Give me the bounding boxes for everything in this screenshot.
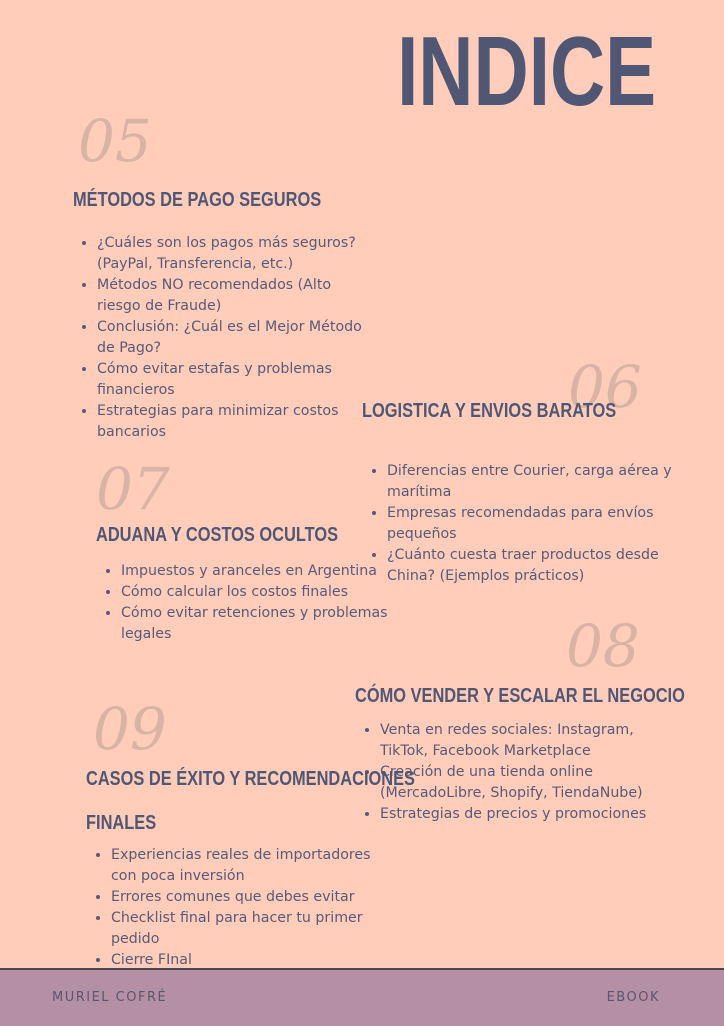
section-list-customs [97,561,391,645]
footer-label: EBOOK [606,990,660,1005]
list-item: • Estrategias para minimizar costos bancarios [97,401,369,443]
footer-bar [0,968,724,1026]
list-item: • Creación de una tienda online (MercadoLibre, Shopify, TiendaNube) [380,762,680,804]
section-number-05: 05 [78,107,152,175]
list-item: • Métodos NO recomendados (Alto riesgo de Fraude) [97,275,369,317]
section-title-customs: ADUANA Y COSTOS OCULTOS [96,524,339,546]
section-number-07: 07 [96,455,170,523]
list-item: • Cierre FInal [111,950,393,971]
list-item: • ¿Cuánto cuesta traer productos desde China? (Ejemplos prácticos) [387,545,677,587]
section-title-success-line1: CASOS DE ÉXITO Y RECOMENDACIONES [86,768,415,790]
section-number-06: 06 [568,353,642,421]
section-list-logistics [363,461,677,587]
list-item: • Estrategias de precios y promociones [380,804,680,825]
list-item: • Impuestos y aranceles en Argentina [121,561,391,582]
list-item: • Experiencias reales de importadores con poca inversión [111,845,393,887]
section-number-08: 08 [566,612,640,680]
list-item: • Errores comunes que debes evitar [111,887,393,908]
list-item: • Cómo evitar estafas y problemas financieros [97,359,369,401]
list-item: • Conclusión: ¿Cuál es el Mejor Método de Pago? [97,317,369,359]
list-item: • Venta en redes sociales: Instagram, TikTok, Facebook Marketplace [380,720,680,762]
section-list-payments [73,233,369,443]
list-item: • ¿Cuáles son los pagos más seguros? (PayPal, Transferencia, etc.) [97,233,369,275]
list-item: • Empresas recomendadas para envíos pequeños [387,503,677,545]
list-item: • Diferencias entre Courier, carga aérea y marítima [387,461,677,503]
list-item: • Checklist final para hacer tu primer pedido [111,908,393,950]
section-list-success [87,845,393,971]
section-number-09: 09 [93,695,167,763]
section-title-sales: CÓMO VENDER Y ESCALAR EL NEGOCIO [355,685,685,707]
page-title: INDICE [396,16,656,126]
list-item: • Cómo evitar retenciones y problemas legales [121,603,391,645]
section-title-success-line2: FINALES [86,812,157,834]
section-title-payments: MÉTODOS DE PAGO SEGUROS [73,189,322,211]
list-item: • Cómo calcular los costos finales [121,582,391,603]
footer-author: MURIEL COFRÉ [52,990,168,1005]
section-title-logistics: LOGISTICA Y ENVIOS BARATOS [362,400,617,422]
